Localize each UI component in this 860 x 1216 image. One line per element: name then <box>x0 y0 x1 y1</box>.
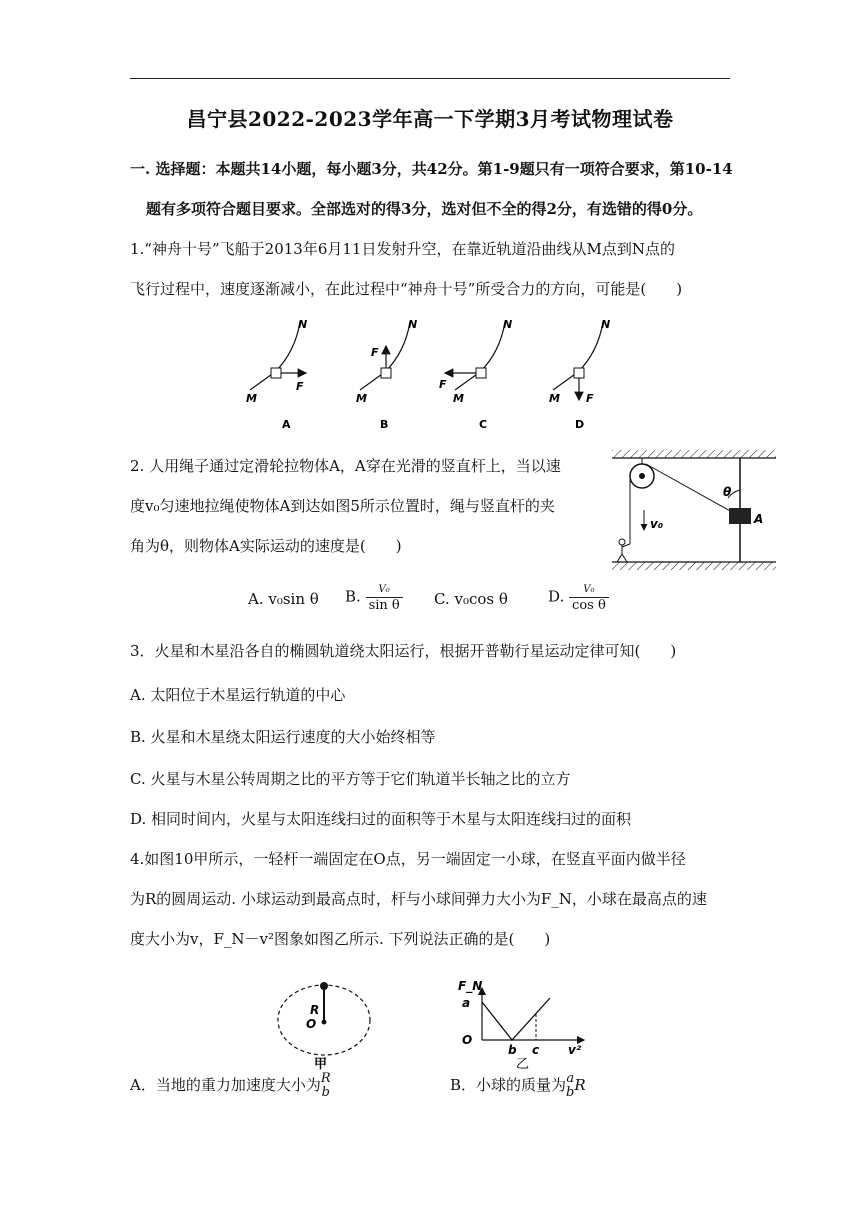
q2-velocity-label: v₀ <box>650 517 664 531</box>
svg-text:M: M <box>453 392 464 405</box>
q3-option-a: A. 太阳位于木星运行轨道的中心 <box>130 686 346 704</box>
q4-stem-line1: 4.如图10甲所示，一轻杆一端固定在O点，另一端固定一小球，在竖直平面内做半径 <box>130 850 686 868</box>
q1-option-c-diagram <box>439 318 512 431</box>
q2-pulley-figure <box>608 446 780 574</box>
q4-yi-a-label: a <box>462 996 471 1010</box>
q4-yi-c-label: c <box>532 1043 540 1057</box>
q2-option-c: C. v₀cos θ <box>434 590 508 608</box>
q4-figure-yi <box>454 974 594 1074</box>
q4-yi-xaxis-label: v² <box>568 1043 582 1057</box>
q3-option-c: C. 火星与木星公转周期之比的平方等于它们轨道半长轴之比的立方 <box>130 770 571 788</box>
q4-stem-line2: 为R的圆周运动. 小球运动到最高点时，杆与小球间弹力大小为F_N，小球在最高点的速 <box>130 890 707 908</box>
q1-option-b-diagram <box>356 318 417 431</box>
q2-option-d: D. $\frac{\text{V₀}}{\text{cos θ}}$ <box>548 582 609 613</box>
svg-text:N: N <box>503 318 513 331</box>
q2-angle-label: θ <box>723 485 732 499</box>
q4-yi-b-label: b <box>508 1043 517 1057</box>
q2-option-b: B. $\frac{\text{V₀}}{\text{sin θ}}$ <box>345 582 403 613</box>
q2-stem-line3: 角为θ，则物体A实际运动的速度是( ) <box>130 537 402 555</box>
q4-stem-line3: 度大小为v，F_N－v²图象如图乙所示. 下列说法正确的是( ) <box>130 930 551 948</box>
section-instructions-line2: 题有多项符合题目要求。全部选对的得3分，选对但不全的得2分，有选错的得0分。 <box>146 200 703 218</box>
q4-yi-yaxis-label: F_N <box>458 979 483 993</box>
q1-option-d-diagram <box>549 318 610 431</box>
q4-option-a: A．当地的重力加速度大小为 R b <box>130 1071 331 1100</box>
q4-jia-r-label: R <box>310 1003 320 1017</box>
q2-stem-line1: 2. 人用绳子通过定滑轮拉物体A，A穿在光滑的竖直杆上，当以速 <box>130 457 561 475</box>
q3-option-d: D. 相同时间内，火星与太阳连线扫过的面积等于木星与太阳连线扫过的面积 <box>130 810 632 828</box>
q1-label-a: A <box>282 418 291 431</box>
svg-text:M: M <box>549 392 560 405</box>
q2-stem-line2: 度v₀匀速地拉绳使物体A到达如图5所示位置时，绳与竖直杆的夹 <box>130 497 555 515</box>
top-rule <box>130 78 730 79</box>
q1-a-f-label: F <box>296 380 304 393</box>
q1-a-m-label: M <box>246 392 257 405</box>
q1-option-a-diagram <box>246 318 307 431</box>
page-title: 昌宁县2022-2023学年高一下学期3月考试物理试卷 <box>186 107 674 131</box>
svg-text:N: N <box>601 318 611 331</box>
q4-jia-o-label: O <box>306 1017 317 1031</box>
q4-yi-o-label: O <box>462 1033 473 1047</box>
q4-figure-jia <box>276 976 376 1071</box>
q4-yi-caption: 乙 <box>516 1057 530 1072</box>
q4-jia-caption: 甲 <box>314 1057 328 1071</box>
q3-stem: 3．火星和木星沿各自的椭圆轨道绕太阳运行，根据开普勒行星运动定律可知( ) <box>130 642 677 660</box>
q1-label-c: C <box>479 418 488 431</box>
q4-option-b: B．小球的质量为 a b R <box>450 1071 586 1100</box>
q1-figure <box>240 312 640 437</box>
svg-text:F: F <box>439 378 447 391</box>
q1-stem-line1: 1.“神舟十号”飞船于2013年6月11日发射升空，在靠近轨道沿曲线从M点到N点的 <box>130 240 675 258</box>
svg-text:M: M <box>356 392 367 405</box>
q1-a-n-label: N <box>298 318 308 331</box>
q3-option-b: B. 火星和木星绕太阳运行速度的大小始终相等 <box>130 728 436 746</box>
q1-label-b: B <box>380 418 389 431</box>
svg-text:F: F <box>371 346 379 359</box>
q1-stem-line2: 飞行过程中，速度逐渐减小，在此过程中“神舟十号”所受合力的方向，可能是( ) <box>130 280 683 298</box>
svg-text:F: F <box>586 392 594 405</box>
q2-block-label: A <box>754 512 764 526</box>
q1-label-d: D <box>575 418 585 431</box>
q2-option-a: A. v₀sin θ <box>248 590 319 608</box>
svg-text:N: N <box>408 318 418 331</box>
section-instructions-line1: 一. 选择题：本题共14小题，每小题3分，共42分。第1-9题只有一项符合要求，第10-14 <box>130 160 733 178</box>
